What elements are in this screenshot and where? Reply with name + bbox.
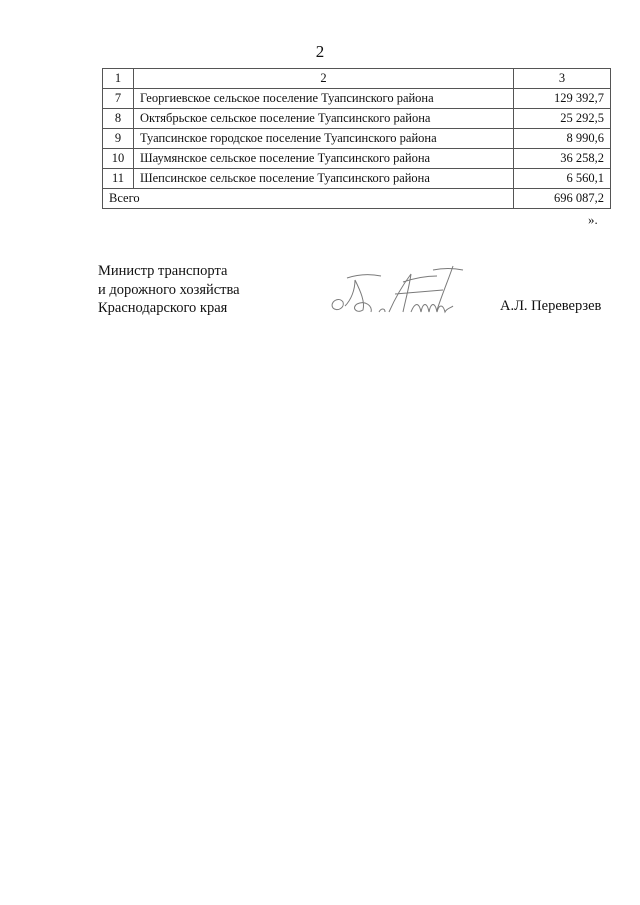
table-header-row — [103, 69, 611, 89]
row-value: 8 990,6 — [514, 129, 611, 149]
row-number: 8 — [103, 109, 134, 129]
row-name: Шепсинское сельское поселение Туапсинского района — [134, 169, 514, 189]
handwritten-signature — [325, 262, 475, 322]
table-row — [103, 149, 611, 169]
table-row — [103, 109, 611, 129]
total-value: 696 087,2 — [514, 189, 611, 209]
table-row — [103, 89, 611, 109]
row-name: Туапсинское городское поселение Туапсинского района — [134, 129, 514, 149]
header-col-1: 1 — [103, 69, 134, 89]
row-name: Шаумянское сельское поселение Туапсинского района — [134, 149, 514, 169]
signatory-title — [98, 262, 240, 318]
row-name: Георгиевское сельское поселение Туапсинского района — [134, 89, 514, 109]
row-number: 10 — [103, 149, 134, 169]
allocation-table — [102, 68, 611, 209]
table-row — [103, 129, 611, 149]
signatory-title-line: Министр транспорта — [98, 263, 228, 279]
row-value: 25 292,5 — [514, 109, 611, 129]
header-col-2: 2 — [134, 69, 514, 89]
row-number: 7 — [103, 89, 134, 109]
row-value: 36 258,2 — [514, 149, 611, 169]
header-col-3: 3 — [514, 69, 611, 89]
row-value: 6 560,1 — [514, 169, 611, 189]
page-number: 2 — [315, 42, 325, 61]
closing-quote: ». — [588, 212, 598, 227]
table-row — [103, 169, 611, 189]
signatory-title-line: Краснодарского края — [98, 300, 228, 316]
row-value: 129 392,7 — [514, 89, 611, 109]
row-name: Октябрьское сельское поселение Туапсинского района — [134, 109, 514, 129]
total-label: Всего — [103, 189, 514, 209]
total-row — [103, 189, 611, 209]
row-number: 9 — [103, 129, 134, 149]
row-number: 11 — [103, 169, 134, 189]
signatory-title-line: и дорожного хозяйства — [98, 281, 240, 298]
signer-name: А.Л. Переверзев — [500, 298, 602, 314]
